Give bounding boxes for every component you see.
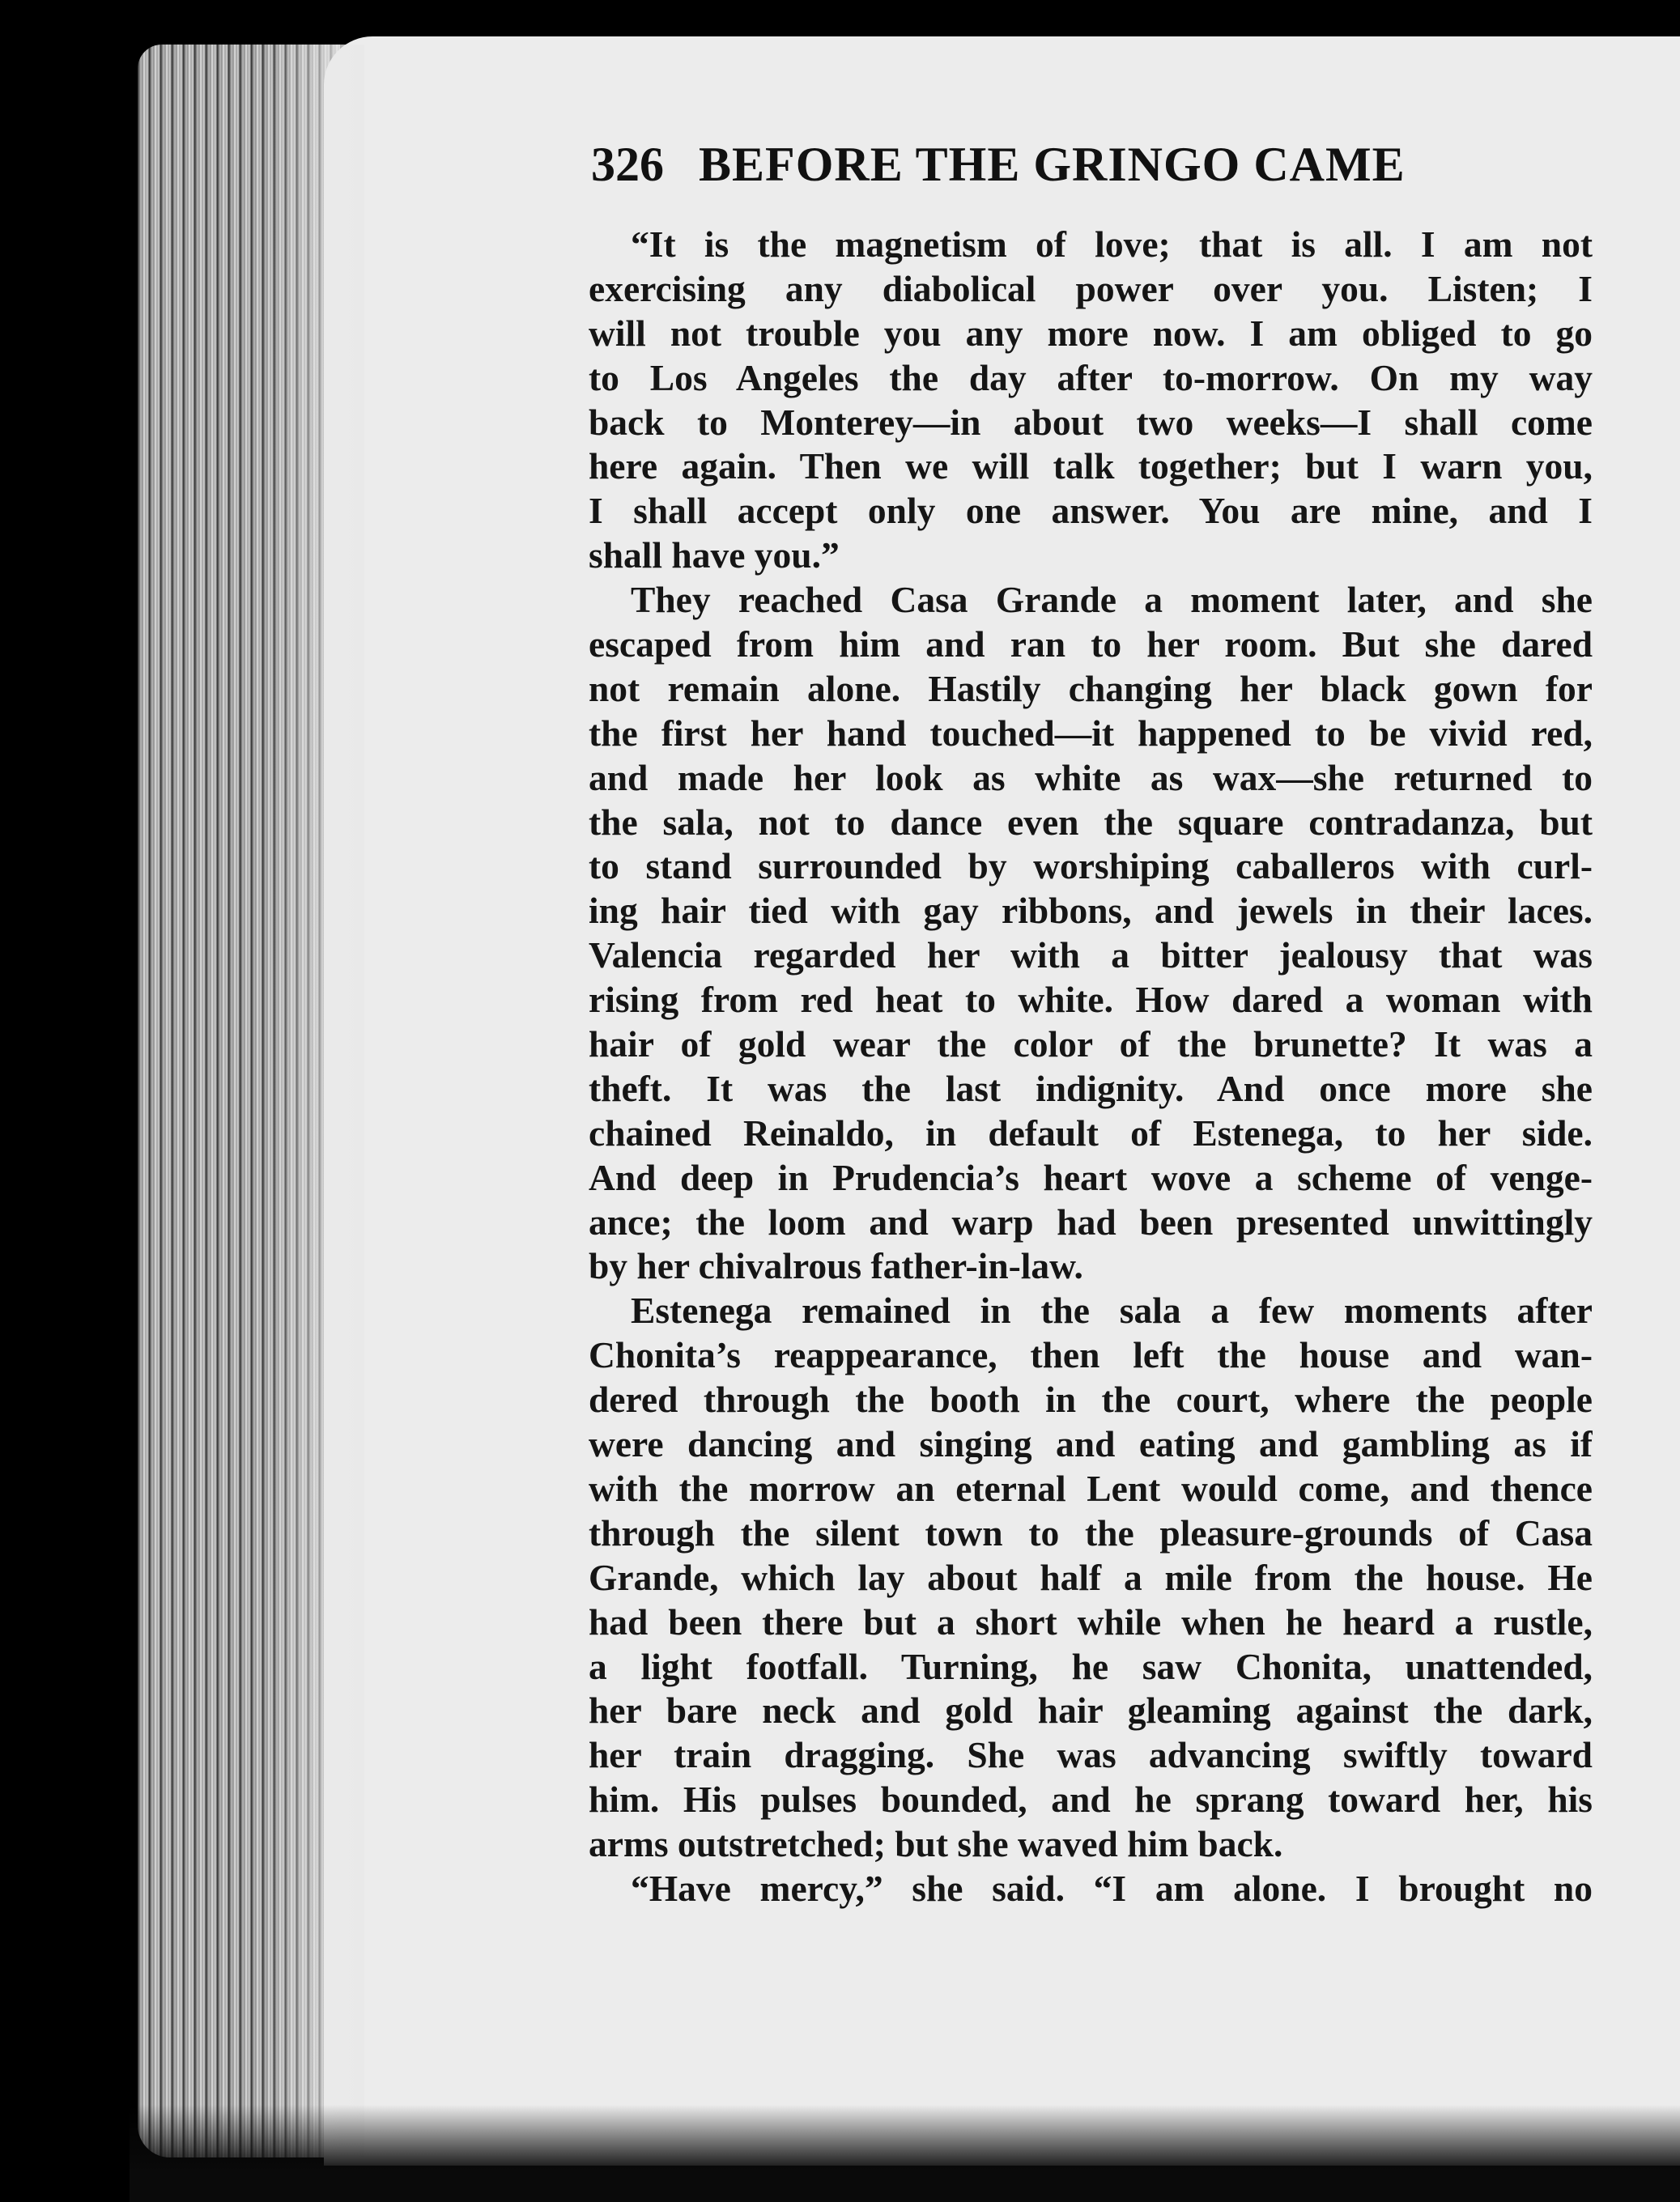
text-line: chained Reinaldo, in default of Estenega, to her side. xyxy=(589,1112,1593,1154)
page-bottom-shadow xyxy=(130,2105,1680,2202)
text-line: and made her look as white as wax—she returned to xyxy=(589,756,1593,798)
text-line: I shall accept only one answer. You are mine, and I xyxy=(589,490,1593,532)
running-title: BEFORE THE GRINGO CAME xyxy=(699,138,1406,191)
text-line: Valencia regarded her with a bitter jealousy that was xyxy=(589,934,1593,976)
text-line: dered through the booth in the court, where the people xyxy=(589,1379,1593,1421)
text-line: shall have you.” xyxy=(589,534,840,576)
text-line: And deep in Prudencia’s heart wove a scheme of venge- xyxy=(589,1156,1593,1198)
text-line: with the morrow an eternal Lent would come, and thence xyxy=(589,1467,1593,1509)
text-line: theft. It was the last indignity. And once more she xyxy=(589,1067,1593,1109)
text-line: arms outstretched; but she waved him back. xyxy=(589,1823,1283,1865)
text-line: Grande, which lay about half a mile from the house. He xyxy=(589,1556,1593,1598)
text-line: will not trouble you any more now. I am obliged to go xyxy=(589,312,1593,354)
body-text xyxy=(589,223,1593,1911)
text-line: escaped from him and ran to her room. But she dared xyxy=(589,623,1593,665)
text-line: her bare neck and gold hair gleaming against the dark, xyxy=(589,1690,1593,1732)
text-line: hair of gold wear the color of the brunette? It was a xyxy=(589,1023,1593,1065)
page-number: 326 xyxy=(591,138,664,191)
text-line: Estenega remained in the sala a few moments after xyxy=(631,1290,1593,1332)
text-line: rising from red heat to white. How dared a woman with xyxy=(589,979,1593,1021)
text-line: They reached Casa Grande a moment later, and she xyxy=(631,579,1593,621)
text-line: to Los Angeles the day after to-morrow. On my way xyxy=(589,356,1593,398)
text-line: ance; the loom and warp had been presented unwittingly xyxy=(589,1201,1593,1243)
text-line: the first her hand touched—it happened to be vivid red, xyxy=(589,712,1593,754)
page-edge-fade xyxy=(267,45,364,2157)
text-line: the sala, not to dance even the square contradanza, but xyxy=(589,801,1593,843)
text-line: had been there but a short while when he heard a rustle, xyxy=(589,1600,1593,1643)
text-line: through the silent town to the pleasure-grounds of Casa xyxy=(589,1511,1593,1554)
text-line: to stand surrounded by worshiping caballeros with curl- xyxy=(589,845,1593,887)
text-line: “It is the magnetism of love; that is all. I am not xyxy=(631,223,1593,265)
text-line: not remain alone. Hastily changing her black gown for xyxy=(589,667,1593,709)
text-line: her train dragging. She was advancing swiftly toward xyxy=(589,1734,1593,1776)
text-line: here again. Then we will talk together; but I warn you, xyxy=(589,445,1593,487)
text-line: by her chivalrous father-in-law. xyxy=(589,1245,1083,1287)
text-line: “Have mercy,” she said. “I am alone. I brought no xyxy=(631,1867,1593,1909)
text-line: him. His pulses bounded, and he sprang toward her, his xyxy=(589,1779,1593,1821)
text-line: exercising any diabolical power over you. Listen; I xyxy=(589,267,1593,309)
text-line: ing hair tied with gay ribbons, and jewels in their laces. xyxy=(589,890,1593,932)
text-line: back to Monterey—in about two weeks—I shall come xyxy=(589,401,1593,443)
text-line: a light footfall. Turning, he saw Chonita, unattended, xyxy=(589,1645,1593,1687)
text-line: were dancing and singing and eating and gambling as if xyxy=(589,1423,1593,1465)
running-head xyxy=(591,132,1522,197)
text-line: Chonita’s reappearance, then left the house and wan- xyxy=(589,1334,1593,1376)
